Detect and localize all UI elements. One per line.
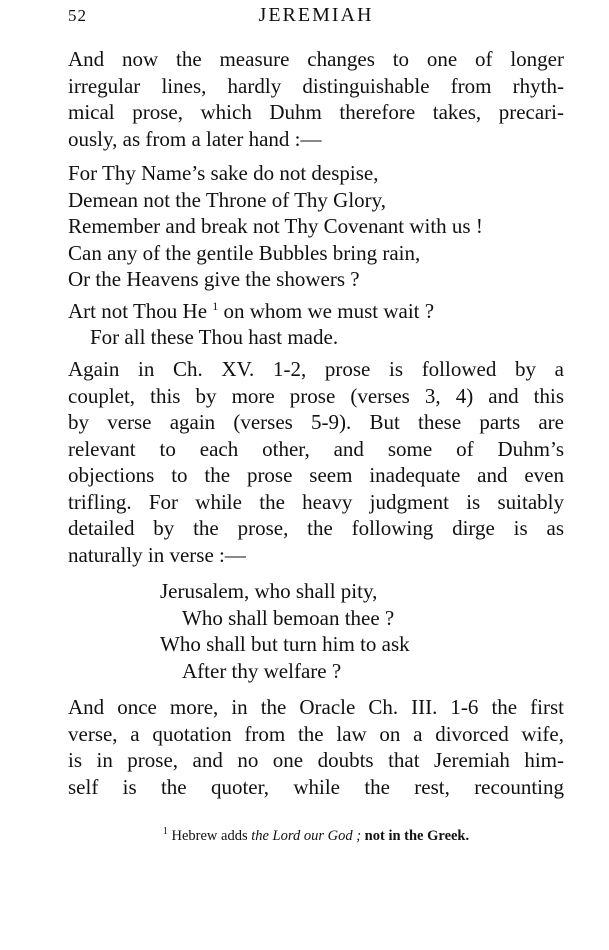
dirge-line: Jerusalem, who shall pity, <box>160 579 378 603</box>
running-header <box>68 4 564 30</box>
dirge-verse <box>160 578 540 684</box>
text-line: irregular lines, hardly distinguishable from rhyth- <box>68 73 564 98</box>
page-number: 52 <box>68 6 87 25</box>
text-line: Again in Ch. XV. 1-2, prose is followed by a <box>68 357 564 381</box>
text-line: ously, as from a later hand :— <box>68 126 322 151</box>
dirge-line: Who shall bemoan thee ? <box>182 605 395 630</box>
text-line: detailed by the prose, the following dirge is as <box>68 516 564 540</box>
footnote-reference: 1 <box>212 298 219 313</box>
verse-text: Art not Thou He <box>68 298 208 323</box>
text-line: couplet, this by more prose (verses 3, 4) and this <box>68 383 564 408</box>
verse-text: on whom we must wait ? <box>218 298 435 323</box>
text-line: verse, a quotation from the law on a divorced wife, <box>68 721 564 746</box>
text-line: relevant to each other, and some of Duhm’s <box>68 436 564 461</box>
text-line: objections to the prose seem inadequate and even <box>68 463 564 487</box>
footnote-text: Hebrew adds <box>171 828 252 844</box>
paragraph-chapter-xv <box>68 356 564 568</box>
footnote <box>68 826 564 845</box>
running-title: JEREMIAH <box>258 4 374 26</box>
dirge-line: Who shall but turn him to ask <box>160 632 410 656</box>
text-line: by verse again (verses 5-9). But these parts are <box>68 410 564 434</box>
verse-line: Remember and break not Thy Covenant with us ! <box>68 214 483 238</box>
verse-line: Can any of the gentile Bubbles bring rain, <box>68 240 421 265</box>
text-line: trifling. For while the heavy judgment is suitably <box>68 489 564 514</box>
text-line: self is the quoter, while the rest, recounting <box>68 774 564 799</box>
verse-line: For Thy Name’s sake do not despise, <box>68 161 379 185</box>
paragraph-intro <box>68 46 564 152</box>
text-line: And now the measure changes to one of longer <box>68 47 564 71</box>
text-line: naturally in verse :— <box>68 542 246 567</box>
verse-line: For all these Thou hast made. <box>90 325 339 349</box>
verse-line <box>68 293 564 325</box>
verse-line: Or the Heavens give the showers ? <box>68 267 360 291</box>
text-line: And once more, in the Oracle Ch. III. 1-6 the first <box>68 695 564 719</box>
verse-passage <box>68 160 564 351</box>
verse-line: Demean not the Throne of Thy Glory, <box>68 187 387 212</box>
dirge-line: After thy welfare ? <box>182 658 342 683</box>
footnote-italic: the Lord our God ; <box>251 828 362 844</box>
text-line: mical prose, which Duhm therefore takes, precari- <box>68 100 564 124</box>
footnote-marker: 1 <box>162 826 168 837</box>
footnote-text: not in the Greek. <box>361 828 470 844</box>
paragraph-chapter-iii <box>68 694 564 800</box>
text-line: is in prose, and no one doubts that Jeremiah him- <box>68 748 564 772</box>
